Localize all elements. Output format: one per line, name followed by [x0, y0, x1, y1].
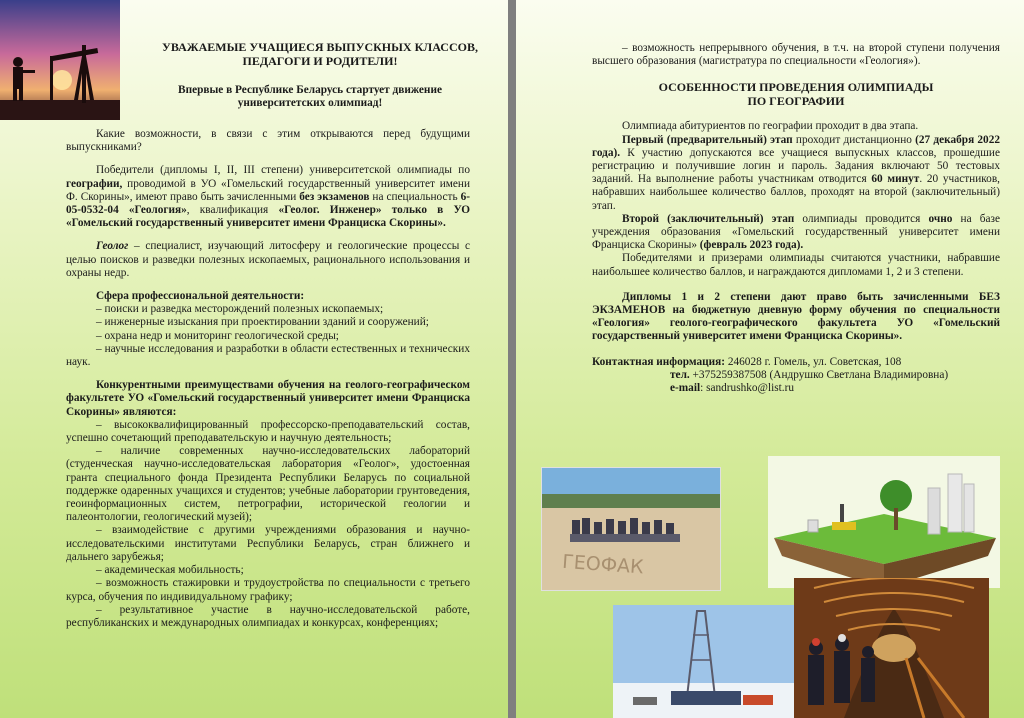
drilling-rig-photo	[613, 605, 798, 718]
right-page	[516, 0, 1024, 718]
left-body	[66, 128, 470, 630]
diplomas-paragraph: Дипломы 1 и 2 степени дают право быть зачисленными БЕЗ ЭКЗАМЕНОВ на бюджетную дневную форму обучения по специальности «Геология» геолого-географического факультета УО «Гомельский государственный университет имени Франциска Скорины».	[592, 290, 1000, 343]
sphere-list-item: – инженерные изыскания при проектировании зданий и сооружений;	[96, 316, 429, 329]
sphere-list-item: – поиски и разведка месторождений полезных ископаемых;	[96, 303, 384, 316]
oil-pump-sunset-photo	[0, 0, 120, 120]
sphere-list	[66, 303, 470, 369]
main-title: УВАЖАЕМЫЕ УЧАЩИЕСЯ ВЫПУСКНЫХ КЛАССОВ, ПЕДАГОГИ И РОДИТЕЛИ!	[162, 40, 478, 68]
contact-line: Контактная информация: 246028 г. Гомель, ул. Советская, 108	[592, 355, 902, 368]
sphere-title: Сфера профессиональной деятельности:	[96, 290, 305, 303]
subtitle: Впервые в Республике Беларусь стартует движение университетских олимпиад!	[178, 84, 442, 110]
mine-tunnel-photo	[794, 578, 989, 718]
advantages-title: Конкурентными преимуществами обучения на геолого-географическом факультете УО «Гомельский государственный университет имени Франциска Скорины» являются:	[66, 379, 470, 418]
right-body	[592, 42, 1000, 395]
phone-line: тел. +375259387508 (Андрушко Светлана Владимировна)	[670, 368, 949, 381]
question-paragraph: Какие возможности, в связи с этим открываются перед будущими выпускниками?	[66, 128, 470, 154]
advantage-list-item: – академическая мобильность;	[96, 564, 244, 577]
stages-intro: Олимпиада абитуриентов по географии проходит в два этапа.	[622, 120, 919, 133]
geologist-paragraph: Геолог – специалист, изучающий литосферу и геологические процессы с целью поисков и разведки полезных ископаемых, рационального использования и охраны недр.	[66, 240, 470, 279]
winners-paragraph: Победители (дипломы I, II, III степени) университетской олимпиады по географии, проводимой в УО «Гомельский государственный университет имени Ф. Скорины», имеют право быть зачисленными без экзаменов на специальность 6-05-0532-04 «Геология», квалификация «Геолог. Инженер» только в УО «Гомельский государственный университет имени Франциска Скорины».	[66, 164, 470, 230]
advantage-list-item: – наличие современных научно-исследовательских лабораторий (студенческая научно-исследовательская лаборатория «Геолог», удостоенная гранта специального фонда Президента Республики Беларусь по социальной поддержке одаренных учащихся и студентов; учебные лаборатории грунтоведения, геоинформационных систем, петрографии, исторической геологии и палеонтологии, геологический музей);	[66, 445, 470, 524]
email-line: e-mail: sandrushko@list.ru	[670, 382, 794, 395]
sand-inscription: ГЕОФАК	[561, 550, 645, 579]
second-stage-paragraph: Второй (заключительный) этап олимпиады проводится очно на базе учреждения образования «Гомельский государственный университет имени Франциска Скорины» (февраль 2023 года).	[592, 212, 1000, 252]
green-island-illustration	[768, 456, 1000, 588]
advantages-list	[66, 419, 470, 630]
first-stage-paragraph: Первый (предварительный) этап проходит дистанционно (27 декабря 2022 года). К участию допускаются все учащиеся выпускных классов, прошедшие регистрацию и получившие логин и пароль. Задания включают 50 тестовых заданий. На выполнение работы участникам отводится 60 минут. 20 участников, набравших наибольшее количество баллов, проходят на второй (заключительный) этап.	[592, 133, 1001, 212]
sphere-list-item: – охрана недр и мониторинг геологической среды;	[96, 329, 339, 342]
advantage-list-item: – взаимодействие с другими учреждениями образования и научно-исследовательскими институтами Республики Беларусь, стран ближнего и дальнего зарубежья;	[66, 524, 470, 563]
continuation-item: – возможность непрерывного обучения, в т.ч. на второй ступени получения высшего образования (магистратура по специальности «Геология»).	[592, 42, 1000, 68]
sphere-list-item: – научные исследования и разработки в области естественных и технических наук.	[66, 342, 470, 369]
page-gap	[508, 0, 516, 718]
advantage-list-item: – результативное участие в научно-исследовательской работе, республиканских и международных олимпиадах и конкурсах, конференциях;	[66, 603, 470, 629]
advantage-list-item: – возможность стажировки и трудоустройства по специальности с третьего курса, обучения по индивидуальному графику;	[66, 577, 470, 603]
students-sand-photo	[541, 467, 721, 591]
winners-paragraph: Победителями и призерами олимпиады считаются участники, набравшие наибольшее количество баллов, и награждаются дипломами 1, 2 и 3 степени.	[592, 252, 1000, 278]
advantage-list-item: – высококвалифицированный профессорско-преподавательский состав, успешно сочетающий преподавательскую и научную деятельность;	[66, 418, 470, 445]
left-page	[0, 0, 508, 718]
section-title: ОСОБЕННОСТИ ПРОВЕДЕНИЯ ОЛИМПИАДЫ ПО ГЕОГРАФИИ	[658, 80, 934, 109]
